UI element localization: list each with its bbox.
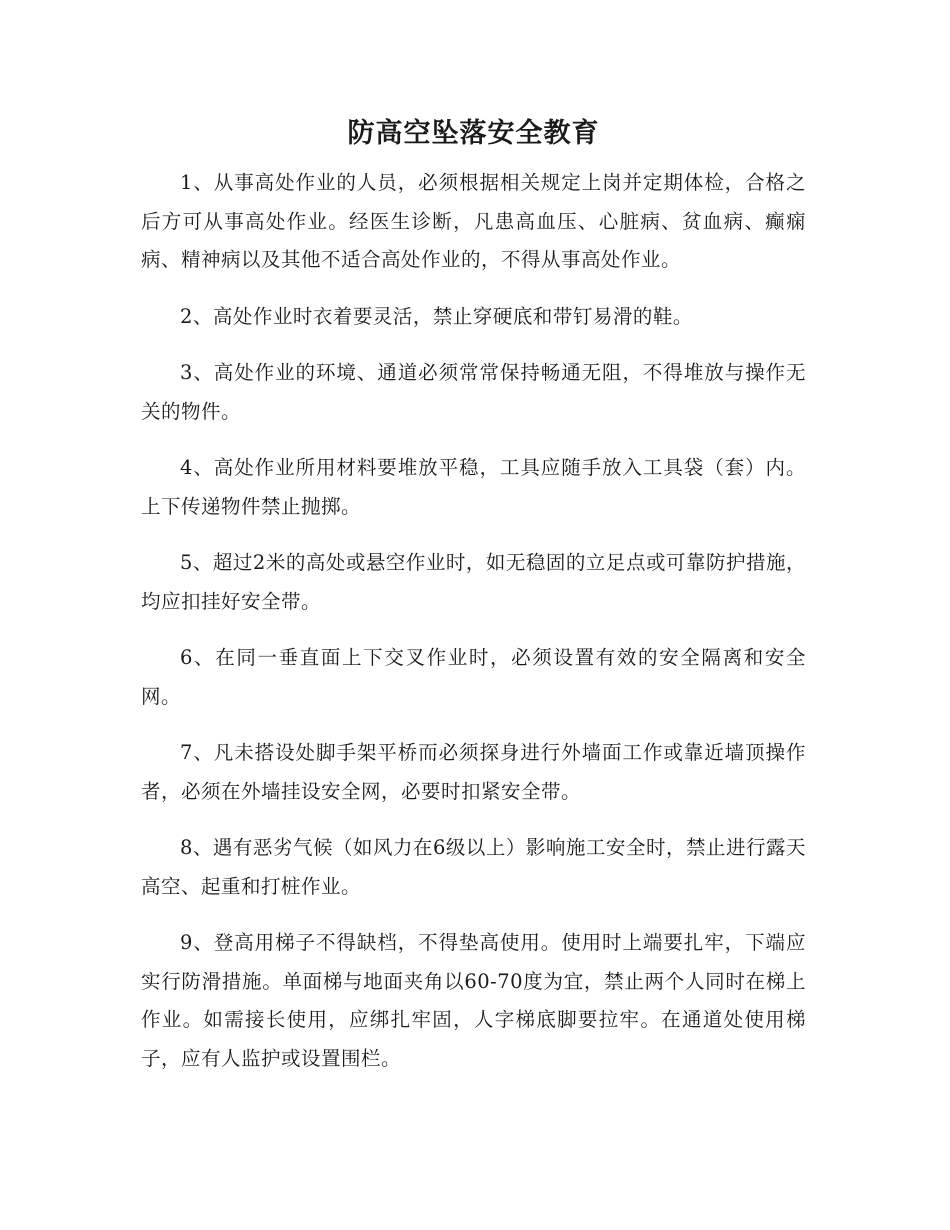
paragraph-3: 3、高处作业的环境、通道必须常常保持畅通无阻，不得堆放与操作无关的物件。 [141,361,806,423]
paragraph-9: 9、登高用梯子不得缺档，不得垫高使用。使用时上端要扎牢，下端应实行防滑措施。单面梯与地面夹角以60-70度为宜，禁止两个人同时在梯上作业。如需接长使用，应绑扎牢固，人字梯底脚要拉牢。在通道处使用梯子，应有人监护或设置围栏。 [141,931,806,1070]
document-title: 防高空坠落安全教育 [347,118,600,149]
document-page [141,112,806,1096]
paragraph-4: 4、高处作业所用材料要堆放平稳，工具应随手放入工具袋（套）内。上下传递物件禁止抛掷。 [141,456,806,518]
paragraph-7: 7、凡未搭设处脚手架平桥而必须探身进行外墙面工作或靠近墙顶操作者，必须在外墙挂设安全网，必要时扣紧安全带。 [141,741,806,803]
paragraph-2: 2、高处作业时衣着要灵活，禁止穿硬底和带钉易滑的鞋。 [180,304,693,328]
paragraph-1: 1、从事高处作业的人员，必须根据相关规定上岗并定期体检，合格之后方可从事高处作业。经医生诊断，凡患高血压、心脏病、贫血病、癫痫病、精神病以及其他不适合高处作业的，不得从事高处作业。 [141,171,806,271]
paragraph-6: 6、在同一垂直面上下交叉作业时，必须设置有效的安全隔离和安全网。 [141,646,806,708]
paragraph-8: 8、遇有恶劣气候（如风力在6级以上）影响施工安全时，禁止进行露天高空、起重和打桩作业。 [141,836,806,898]
paragraph-5: 5、超过2米的高处或悬空作业时，如无稳固的立足点或可靠防护措施，均应扣挂好安全带。 [141,551,806,613]
